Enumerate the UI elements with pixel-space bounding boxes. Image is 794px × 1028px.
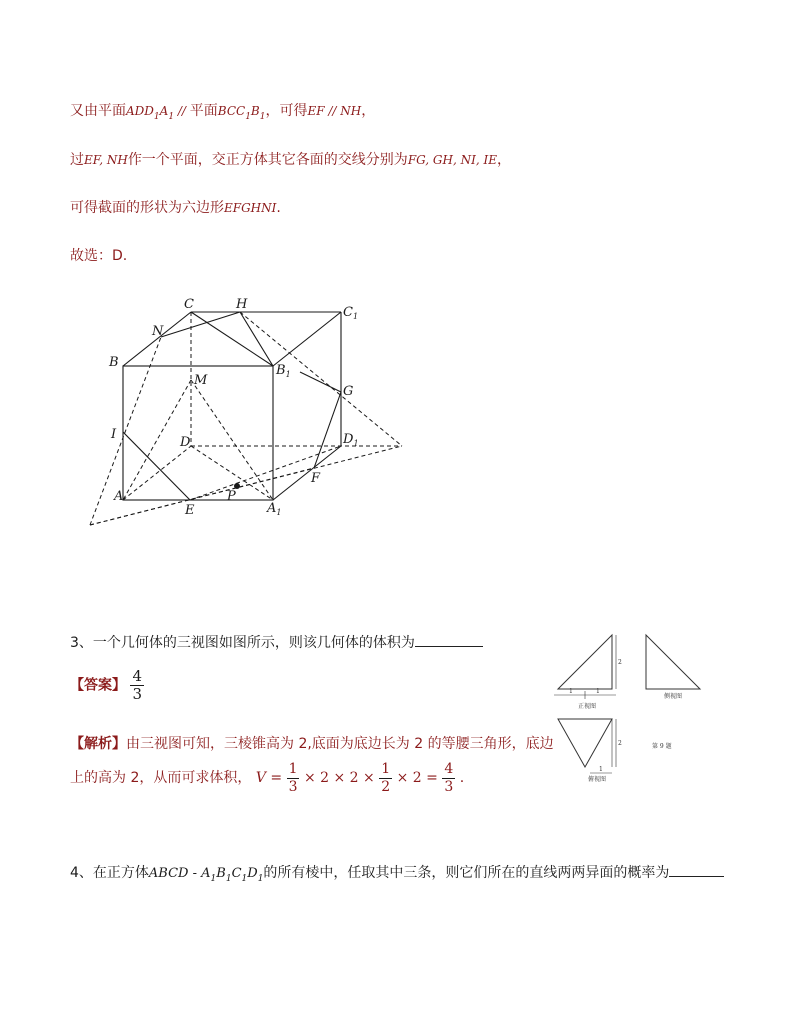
analysis-tag: 【解析】 xyxy=(70,736,126,752)
label-f: F xyxy=(311,471,321,486)
vertex: D xyxy=(247,866,258,881)
hexagon-name: EFGHNI xyxy=(224,201,277,215)
plane-name: B xyxy=(250,104,260,118)
cube-figure xyxy=(80,292,410,532)
plane-name: BCC xyxy=(217,104,246,118)
punctuation: . xyxy=(459,770,465,786)
label-a: A xyxy=(114,489,124,504)
answer-denominator: 3 xyxy=(132,685,142,703)
section-g-b1 xyxy=(300,372,341,392)
label-n: N xyxy=(152,324,164,339)
diag-cb1 xyxy=(191,312,273,366)
front-dim-1-left: 1 xyxy=(569,688,573,695)
proof-text: 作一个平面，交正方体其它各面的交线分别为 xyxy=(127,152,408,168)
figure-label: 第 9 题 xyxy=(652,743,672,750)
label-p: P xyxy=(227,489,236,504)
fraction-one-half xyxy=(379,761,392,796)
analysis-line-2 xyxy=(70,760,464,796)
subscript: 1 xyxy=(241,873,248,884)
front-dim-1-right: 1 xyxy=(596,688,600,695)
top-dim-2: 2 xyxy=(618,740,622,747)
front-view-triangle xyxy=(558,635,612,689)
denominator: 3 xyxy=(444,778,454,795)
subscript: 1 xyxy=(245,111,251,122)
proof-line-1 xyxy=(70,101,375,127)
subscript: 1 xyxy=(168,111,175,122)
denominator: 2 xyxy=(381,778,391,795)
label-e: E xyxy=(185,503,195,518)
extension-line-n xyxy=(90,337,161,525)
label-c: C xyxy=(184,297,194,312)
volume-symbol: V = xyxy=(255,770,283,786)
edge-b1c1 xyxy=(273,312,341,366)
plane-name: ADD xyxy=(126,104,154,118)
side-view-label: 侧视图 xyxy=(664,693,683,700)
numerator: 1 xyxy=(288,760,298,777)
question-4 xyxy=(70,862,724,889)
proof-line-3 xyxy=(70,198,281,218)
section-nh xyxy=(161,312,240,337)
formula-text: × 2 = xyxy=(396,770,438,786)
numerator: 4 xyxy=(444,760,454,777)
label-d1: $D_1$ xyxy=(343,432,359,448)
line-names: FG, GH, NI, IE xyxy=(407,153,497,167)
front-dim-2: 2 xyxy=(618,659,622,666)
label-d: D xyxy=(180,435,191,450)
punctuation: ， xyxy=(361,103,376,119)
extension-line-h xyxy=(240,312,402,446)
answer-blank xyxy=(415,632,483,647)
proof-text: 又由平面 xyxy=(70,103,126,119)
label-g: G xyxy=(343,384,354,399)
label-h: H xyxy=(236,297,248,312)
denominator: 3 xyxy=(288,778,298,795)
top-view-label: 俯视图 xyxy=(588,776,607,783)
subscript: 1 xyxy=(259,111,266,122)
subscript: 1 xyxy=(210,873,217,884)
question-text: 的所有棱中，任取其中三条，则它们所在的直线两两异面的概率为 xyxy=(263,865,670,881)
three-views-figure xyxy=(552,628,712,798)
proof-text: 可得截面的形状为六边形 xyxy=(70,200,224,216)
top-view-triangle xyxy=(558,719,612,767)
vertex: B xyxy=(216,866,226,881)
label-c1: $C_1$ xyxy=(343,305,359,321)
question-number: 4、 xyxy=(70,865,93,881)
label-i: I xyxy=(111,427,117,442)
edge-a1d1 xyxy=(273,446,341,500)
analysis-text: 上的高为 2，从而可求体积， xyxy=(70,770,252,786)
answer-tag: 【答案】 xyxy=(70,677,126,694)
answer-fraction xyxy=(130,668,144,703)
side-view-triangle xyxy=(646,635,700,689)
proof-line-2 xyxy=(70,150,511,170)
answer-blank xyxy=(669,862,724,877)
label-b: B xyxy=(109,355,119,370)
subscript: 1 xyxy=(225,873,232,884)
question-3 xyxy=(70,632,483,653)
top-dim-1: 1 xyxy=(599,766,603,773)
parallel-symbol: // xyxy=(174,104,190,118)
cube-name: ABCD - A xyxy=(148,866,211,881)
label-b1: $B_1$ xyxy=(276,363,291,379)
numerator: 1 xyxy=(381,760,391,777)
punctuation: . xyxy=(276,200,281,216)
formula-text: × 2 × 2 × xyxy=(303,770,375,786)
proof-text: 平面 xyxy=(189,103,218,119)
subscript: 1 xyxy=(257,873,264,884)
line-h-b1 xyxy=(240,312,273,366)
proof-line-4: 故选：D. xyxy=(70,248,128,264)
question-text: 一个几何体的三视图如图所示，则该几何体的体积为 xyxy=(92,635,415,651)
answer-line xyxy=(70,668,144,703)
line-names: EF, NH xyxy=(84,153,128,167)
extension-line-bottom xyxy=(90,446,402,525)
line-relation: EF // NH xyxy=(307,104,362,118)
subscript: 1 xyxy=(153,111,160,122)
front-view-label: 正视图 xyxy=(578,703,597,710)
analysis-line-1 xyxy=(70,734,554,754)
hidden-edge-ad xyxy=(123,446,191,500)
question-text: 在正方体 xyxy=(92,865,149,881)
answer-numerator: 4 xyxy=(132,667,142,685)
proof-text: 过 xyxy=(70,152,84,168)
vertex: C xyxy=(231,866,242,881)
label-a1: $A_1$ xyxy=(267,501,282,517)
punctuation: ， xyxy=(496,152,511,168)
plane-name: A xyxy=(159,104,169,118)
label-m: M xyxy=(194,373,208,388)
proof-text: ，可得 xyxy=(265,103,308,119)
question-number: 3、 xyxy=(70,635,93,651)
edge-bc xyxy=(123,312,191,366)
fraction-four-thirds xyxy=(442,761,455,796)
analysis-text: 由三视图可知，三棱锥高为 2,底面为底边长为 2 的等腰三角形，底边 xyxy=(126,736,554,752)
fraction-one-third xyxy=(287,761,300,796)
